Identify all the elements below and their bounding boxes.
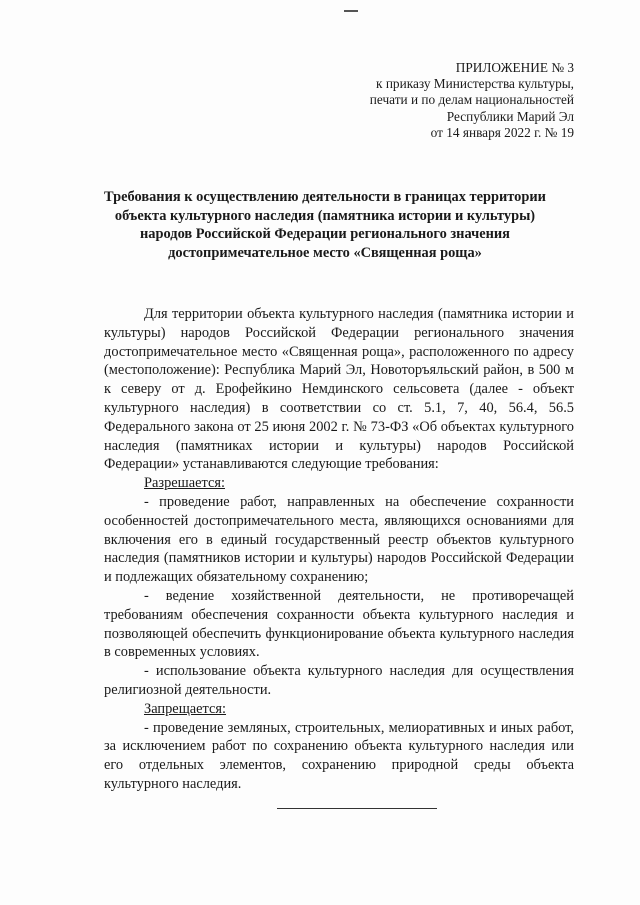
appendix-header [370, 60, 574, 141]
document-body [104, 305, 574, 794]
appendix-line: Республики Марий Эл [446, 108, 574, 124]
allowed-item: - использование объекта культурного наследия для осуществления религиозной деятельности. [104, 663, 574, 698]
signature-line [277, 808, 437, 809]
title-line: объекта культурного наследия (памятника истории и культуры) [114, 207, 536, 224]
forbidden-heading: Запрещается: [144, 700, 227, 717]
document-title [80, 188, 570, 262]
allowed-item: - проведение работ, направленных на обеспечение сохранности особенностей достопримечательного места, являющихся основаниями для включения его в единый государственный реестр объектов культурного наследия (памятников истории и культуры) народов Российской Федерации и подлежащих обязательному сохранению; [104, 493, 574, 586]
appendix-number: ПРИЛОЖЕНИЕ № 3 [455, 60, 574, 75]
title-line: достопримечательное место «Священная роща» [168, 244, 482, 261]
title-line: народов Российской Федерации регионального значения [140, 226, 510, 243]
appendix-line: печати и по делам национальностей [369, 92, 574, 108]
appendix-line: к приказу Министерства культуры, [376, 76, 574, 92]
forbidden-item: - проведение земляных, строительных, мелиоративных и иных работ, за исключением работ по сохранению объекта культурного наследия или его отдельных элементов, сохранению природной среды объекта культурного наследия. [104, 719, 574, 792]
allowed-heading: Разрешается: [144, 475, 225, 492]
scan-mark [344, 10, 358, 12]
intro-paragraph: Для территории объекта культурного наследия (памятника истории и культуры) народов Российской Федерации регионального значения достопримечательное место «Священная роща», расположенного по адресу (местоположение): Республика Марий Эл, Новоторъяльский район, в 500 м к северу от д. Ерофейкино Немдинского сельсовета (далее - объект культурного наследия) в соответствии со ст. 5.1, 7, 40, 56.4, 56.5 Федерального закона от 25 июня 2002 г. № 73-ФЗ «Об объектах культурного наследия (памятниках истории и культуры) народов Российской Федерации» устанавливаются следующие требования: [104, 306, 574, 473]
allowed-item: - ведение хозяйственной деятельности, не противоречащей требованиям обеспечения сохранности объекта культурного наследия и позволяющей обеспечить функционирование объекта культурного наследия в современных условиях. [104, 587, 574, 661]
title-line: Требования к осуществлению деятельности в границах территории [104, 189, 546, 205]
appendix-date: от 14 января 2022 г. № 19 [430, 124, 574, 140]
